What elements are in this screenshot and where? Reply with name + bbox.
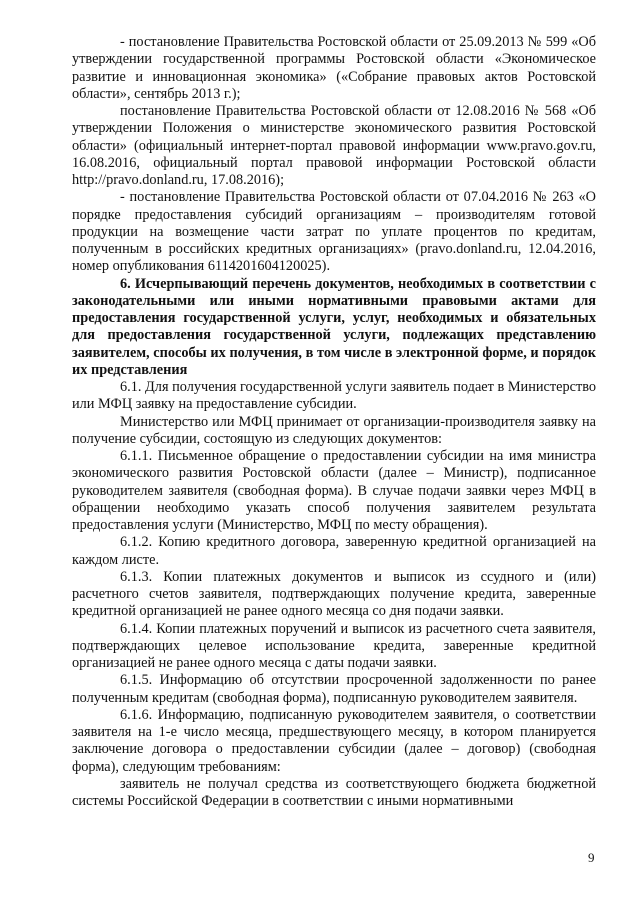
paragraph-6-1-2: 6.1.2. Копию кредитного договора, заверенную кредитной организацией на каждом листе. [72, 534, 596, 568]
paragraph-6-1-4: 6.1.4. Копии платежных поручений и выписок из расчетного счета заявителя, подтверждающих целевое использование кредита, заверенные кредитной организацией не ранее одного месяца с даты подачи заявки. [72, 620, 596, 671]
paragraph-decree-2016-568: постановление Правительства Ростовской области от 12.08.2016 № 568 «Об утверждении Положения о министерстве экономического развития Ростовской области» (официальный интернет-портал правовой информации www.pravo.gov.ru, 16.08.2016, официальный портал правовой информации Ростовской области http://pravo.donland.ru, 17.08.2016); [72, 103, 596, 188]
paragraph-6-1-3: 6.1.3. Копии платежных документов и выписок из ссудного и (или) расчетного счетов заявителя, подтверждающих получение кредита, заверенные кредитной организацией не ранее одного месяца со дня подачи заявки. [72, 568, 596, 620]
paragraph-decree-2013: - постановление Правительства Ростовской области от 25.09.2013 № 599 «Об утверждении государственной программы Ростовской области «Экономическое развитие и инновационная экономика» («Собрание правовых актов Ростовской области», сентябрь 2013 г.); [72, 34, 596, 102]
paragraph-decree-2016-263: - постановление Правительства Ростовской области от 07.04.2016 № 263 «О порядке предоставления субсидий организациям – производителям готовой продукции на возмещение части затрат по уплате процентов по кредитам, полученным в российских кредитных организациях» (pravo.donland.ru, 12.04.2016, номер опубликования 6114201604120025). [72, 189, 596, 275]
section-6-heading: 6. Исчерпывающий перечень документов, необходимых в соответствии с законодательными или иными нормативными правовыми актами для предоставления государственной услуги, услуг, необходимых и обязательных для предоставления государственной услуги, подлежащих представлению заявителем, способы их получения, в том числе в электронной форме, и порядок их представления [72, 275, 596, 378]
paragraph-applicant-not-received: заявитель не получал средства из соответствующего бюджета бюджетной системы Российской Федерации в соответствии с иными нормативными [72, 775, 596, 809]
document-body [72, 34, 596, 810]
paragraph-6-1-1: 6.1.1. Письменное обращение о предоставлении субсидии на имя министра экономического развития Ростовской области (далее – Министр), подписанное руководителем заявителя (свободная форма). В случае подачи заявки через МФЦ в обращении необходимо указать способ получения заявителем результата предоставления услуги (Министерство, МФЦ по месту обращения). [72, 448, 596, 533]
paragraph-6-1-5: 6.1.5. Информацию об отсутствии просроченной задолженности по ранее полученным кредитам (свободная форма), подписанную руководителем заявителя. [72, 672, 596, 706]
paragraph-6-1-6: 6.1.6. Информацию, подписанную руководителем заявителя, о соответствии заявителя на 1-е число месяца, предшествующего месяцу, в котором планируется заключение договора о предоставлении субсидии (далее – договор) (свободная форма), следующим требованиям: [72, 706, 596, 775]
paragraph-6-1: 6.1. Для получения государственной услуги заявитель подает в Министерство или МФЦ заявку на предоставление субсидии. [72, 379, 596, 413]
page-number: 9 [588, 850, 595, 865]
paragraph-ministry-accepts: Министерство или МФЦ принимает от организации-производителя заявку на получение субсидии, состоящую из следующих документов: [72, 413, 596, 447]
